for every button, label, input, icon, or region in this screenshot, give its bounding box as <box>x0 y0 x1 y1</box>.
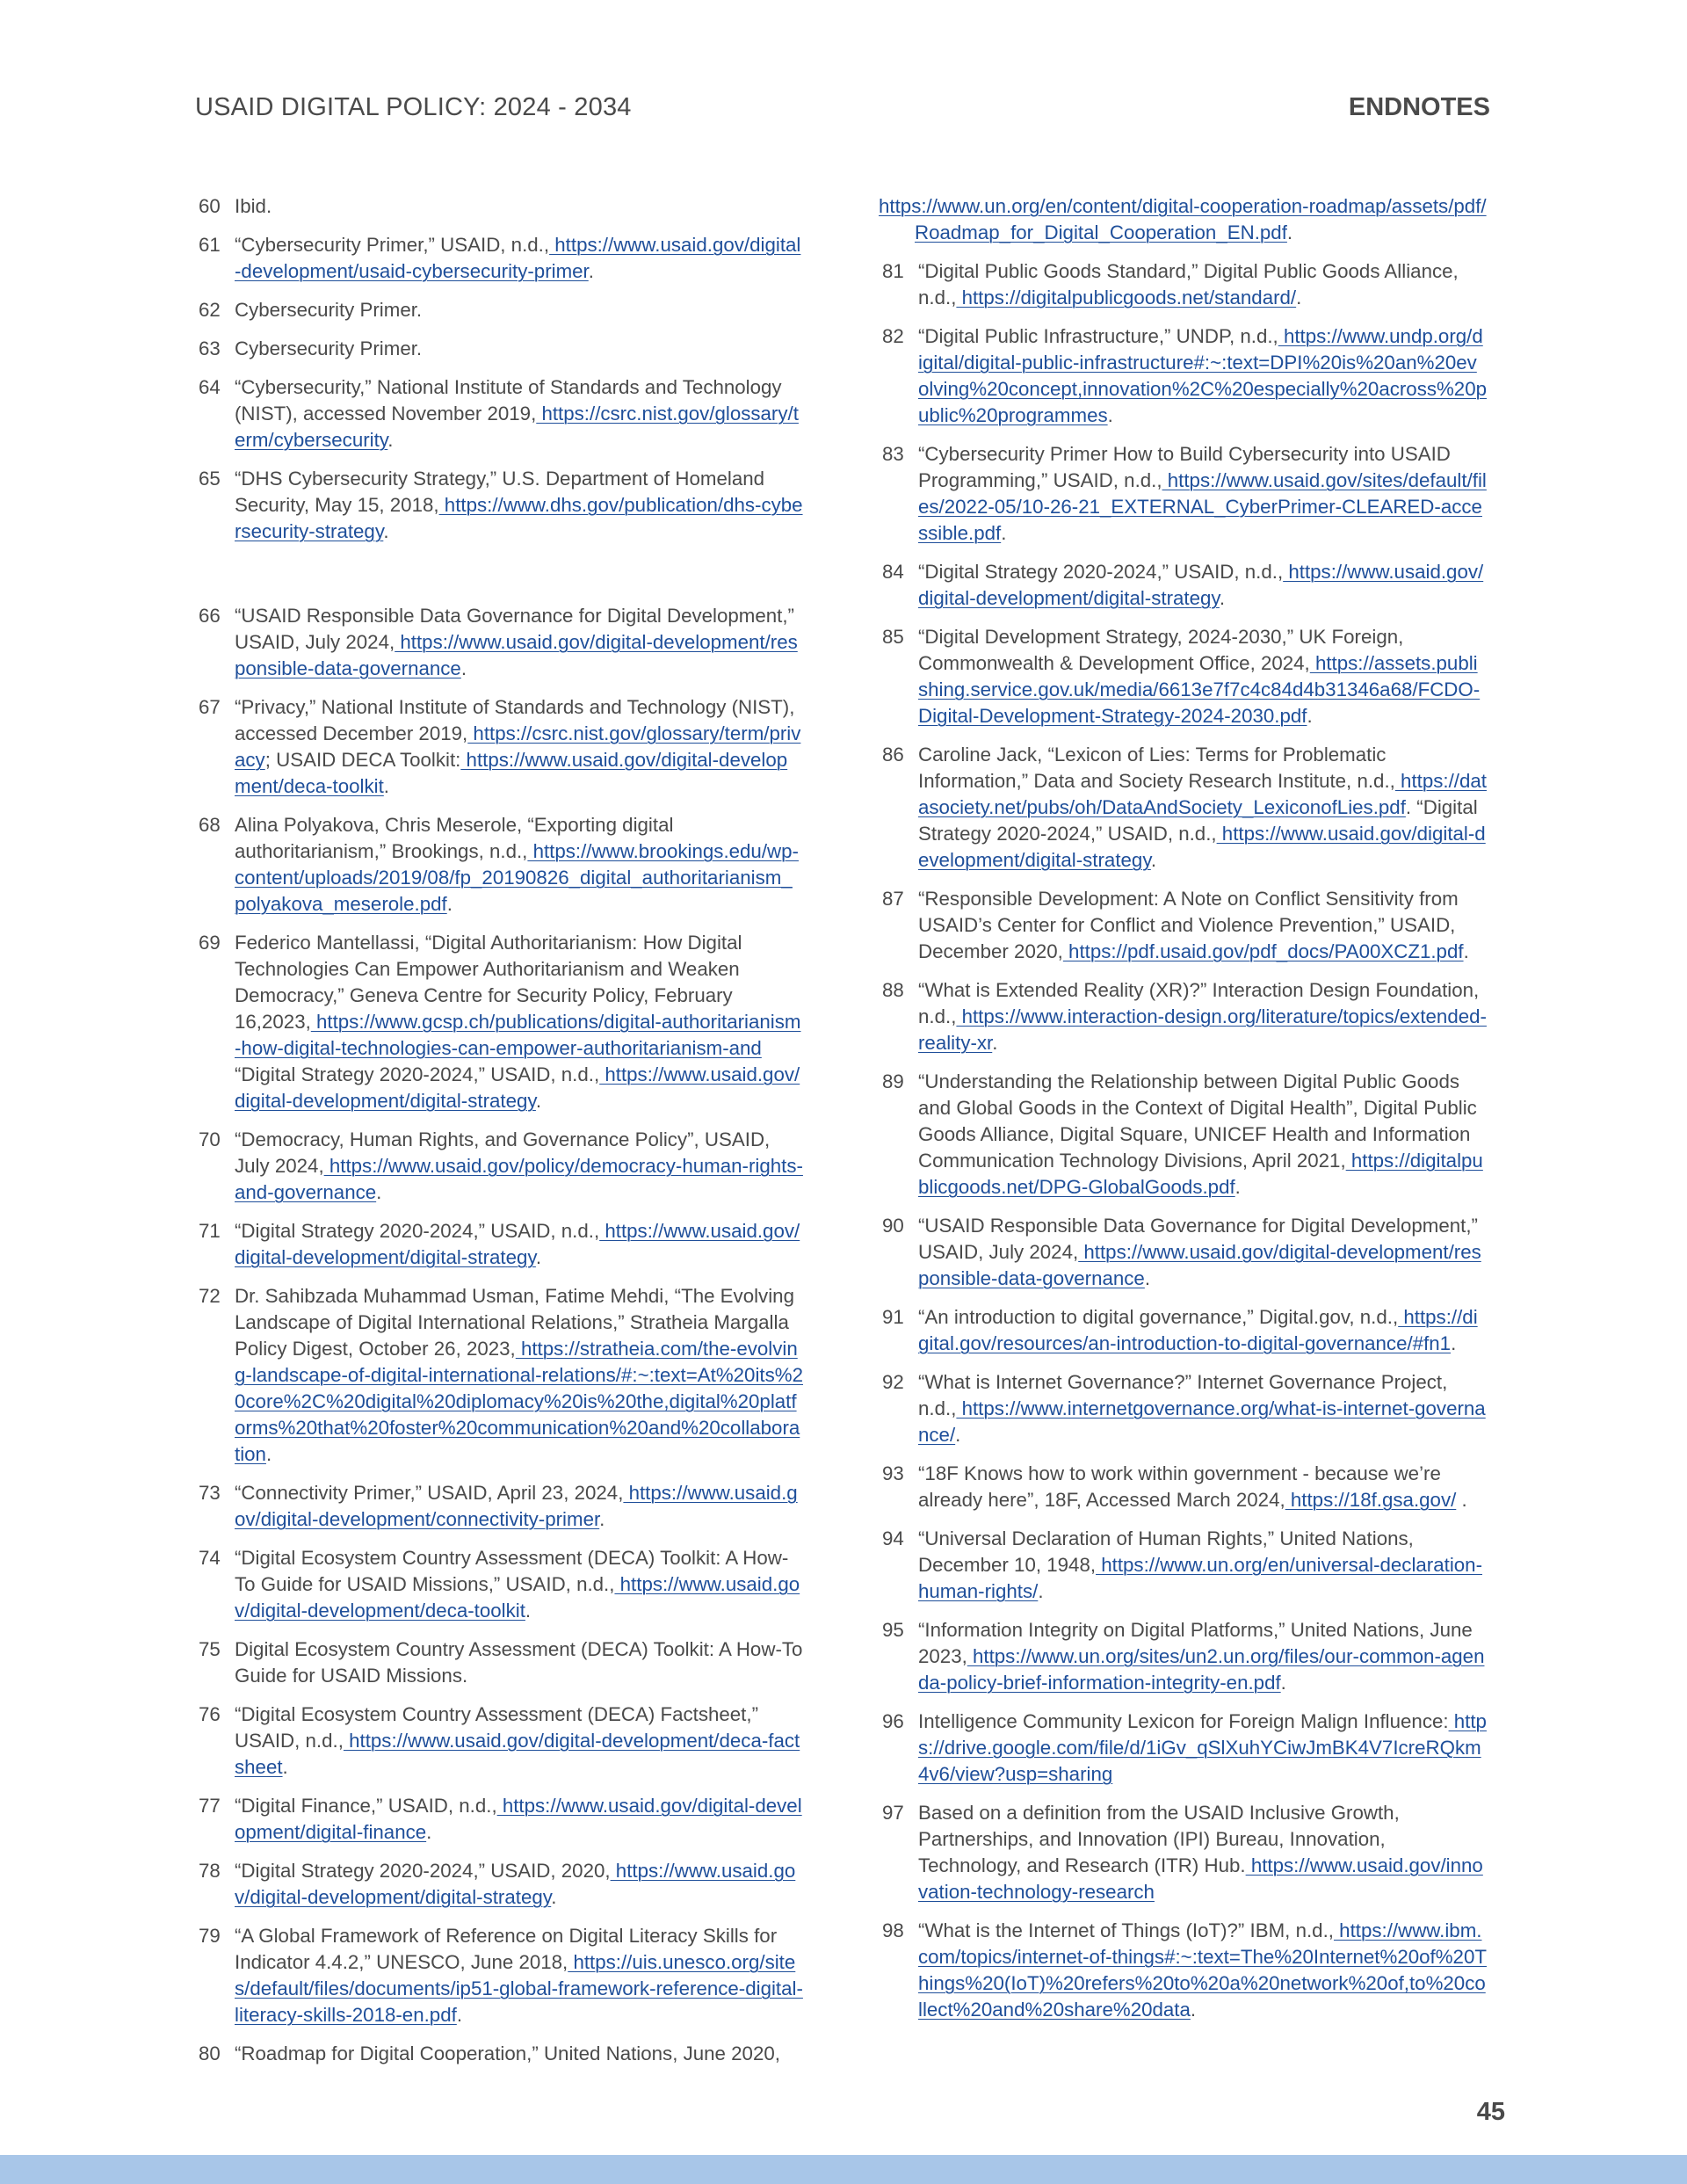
endnote-number: 84 <box>882 561 904 583</box>
endnote-text <box>918 1619 1484 1694</box>
endnote-number: 80 <box>199 2043 221 2064</box>
citation-link[interactable]: https://www.usaid.gov/digital-development/digital-strategy <box>235 1220 800 1268</box>
endnote-text <box>918 888 1469 962</box>
citation-link[interactable]: https://www.usaid.gov/digital-development/digital-finance <box>235 1795 802 1843</box>
endnote-text <box>235 2043 780 2064</box>
citation-text: “Digital Ecosystem Country Assessment (DECA) Toolkit: A How-To Guide for USAID Missions,” USAID, n.d., <box>235 1547 789 1595</box>
endnote-number: 87 <box>882 888 904 910</box>
citation-text: . <box>1001 522 1007 544</box>
endnote-number: 79 <box>199 1925 221 1947</box>
citation-text: “Digital Finance,” USAID, n.d., <box>235 1795 497 1817</box>
endnote-text <box>235 1285 803 1465</box>
citation-text: Cybersecurity Primer. <box>235 299 423 321</box>
citation-text: . “Digital Strategy 2020-2024,” USAID, n.d., <box>918 796 1478 845</box>
endnote-item <box>879 1709 1487 1788</box>
endnote-text <box>235 1860 795 1908</box>
endnote-number: 64 <box>199 376 221 398</box>
endnote-text <box>918 1371 1486 1446</box>
citation-text: . <box>456 2004 463 2026</box>
endnote-text <box>918 1802 1483 1903</box>
citation-text: . <box>535 1246 542 1268</box>
endnote-number: 81 <box>882 260 904 282</box>
endnote-item <box>879 886 1487 965</box>
endnote-item <box>879 1213 1487 1292</box>
endnote-item <box>195 1793 803 1846</box>
endnote-text <box>235 814 799 915</box>
endnote-text <box>235 1482 798 1530</box>
endnote-item <box>879 1526 1487 1605</box>
citation-link[interactable]: https://www.usaid.gov/digital-development/usaid-cybersecurity-primer <box>235 234 801 282</box>
endnote-item <box>195 1283 803 1468</box>
citation-text: “A Global Framework of Reference on Digital Literacy Skills for Indicator 4.4.2,” UNESCO, June 2018, <box>235 1925 778 1973</box>
citation-text: . <box>265 1443 272 1465</box>
endnote-item <box>195 374 803 453</box>
endnote-item <box>195 1923 803 2028</box>
citation-text: “Universal Declaration of Human Rights,” United Nations, December 10, 1948, <box>918 1527 1414 1576</box>
citation-link[interactable]: https://csrc.nist.gov/glossary/term/cybersecurity <box>235 403 799 451</box>
endnote-number: 71 <box>199 1220 221 1242</box>
citation-link[interactable]: https://www.ibm.com/topics/internet-of-things#:~:text=The%20Internet%20of%20Things%20(IoT)%20refers%20to%20a%20network%20of,to%20collect%20and%20share%20data <box>918 1919 1487 2021</box>
endnote-item <box>195 297 803 323</box>
endnote-number: 75 <box>199 1638 221 1660</box>
endnote-item <box>195 1636 803 1689</box>
citation-link[interactable]: https://www.usaid.gov/digital-development/responsible-data-governance <box>918 1241 1481 1289</box>
citation-link[interactable]: https://csrc.nist.gov/glossary/term/privacy <box>235 722 801 771</box>
page-header <box>195 93 1490 128</box>
endnote-item <box>195 1218 803 1271</box>
endnote-number: 97 <box>882 1802 904 1824</box>
endnote-text <box>918 561 1483 609</box>
endnote-number: 95 <box>882 1619 904 1641</box>
citation-text: . <box>376 1181 382 1203</box>
endnote-item <box>879 258 1487 311</box>
endnote-item <box>879 193 1487 246</box>
citation-link[interactable]: https://www.usaid.gov/digital-development/responsible-data-governance <box>235 631 798 679</box>
endnote-text <box>235 376 799 451</box>
citation-text: “Cybersecurity Primer How to Build Cybersecurity into USAID Programming,” USAID, n.d., <box>918 443 1451 491</box>
endnote-text <box>235 696 800 797</box>
endnote-number: 78 <box>199 1860 221 1882</box>
citation-text: . <box>1144 1267 1151 1289</box>
citation-link[interactable]: https://www.un.org/en/content/digital-cooperation-roadmap/assets/pdf/Roadmap_for_Digital_Cooperation_EN.pdf <box>879 195 1487 243</box>
citation-link[interactable]: https://www.brookings.edu/wp-content/uploads/2019/08/fp_20190826_digital_authoritarianism_polyakova_meserole.pdf <box>235 840 799 915</box>
page-number: 45 <box>1476 2098 1505 2126</box>
endnote-text <box>918 626 1480 727</box>
citation-link[interactable]: https://uis.unesco.org/sites/default/files/documents/ip51-global-framework-reference-digital-literacy-skills-2018-en.pdf <box>235 1951 803 2026</box>
endnote-number: 98 <box>882 1919 904 1941</box>
citation-text: “Information Integrity on Digital Platforms,” United Nations, June 2023, <box>918 1619 1473 1667</box>
endnote-item <box>879 624 1487 729</box>
endnote-number: 70 <box>199 1128 221 1150</box>
endnote-item <box>879 1069 1487 1201</box>
endnote-number: 66 <box>199 605 221 627</box>
citation-text: “Cybersecurity Primer,” USAID, n.d., <box>235 234 550 256</box>
footer-band <box>0 2155 1687 2184</box>
citation-link[interactable]: https://www.usaid.gov/digital-development/connectivity-primer <box>235 1482 798 1530</box>
citation-text: . <box>1451 1332 1457 1354</box>
endnote-text <box>235 1547 800 1622</box>
citation-text: “Digital Strategy 2020-2024,” USAID, n.d., <box>918 561 1284 583</box>
citation-text: . <box>955 1424 961 1446</box>
endnote-text <box>235 1795 802 1843</box>
endnote-item <box>879 559 1487 612</box>
citation-text: Based on a definition from the USAID Inclusive Growth, Partnerships, and Innovation (IPI) Bureau, Innovation, Technology, and Research (ITR) Hub. <box>918 1802 1400 1876</box>
citation-text: ; USAID DECA Toolkit: <box>264 749 461 771</box>
citation-text: . <box>383 520 389 542</box>
endnote-number: 62 <box>199 299 221 321</box>
endnote-number: 60 <box>199 195 221 217</box>
endnote-number: 68 <box>199 814 221 836</box>
endnote-item <box>879 742 1487 874</box>
endnote-item <box>195 603 803 682</box>
citation-text: . <box>426 1821 432 1843</box>
citation-text: Ibid. <box>235 195 272 217</box>
citation-text: . <box>1190 1999 1197 2021</box>
citation-link[interactable]: https://digitalpublicgoods.net/standard/ <box>956 287 1297 308</box>
endnote-item <box>879 1800 1487 1905</box>
endnote-number: 96 <box>882 1710 904 1732</box>
endnote-item <box>195 1545 803 1624</box>
endnote-text <box>918 1462 1467 1511</box>
citation-text: . <box>282 1756 288 1778</box>
citation-text: . <box>551 1886 557 1908</box>
citation-text: “Responsible Development: A Note on Conflict Sensitivity from USAID’s Center for Conflict and Violence Prevention,” USAID, December 2020, <box>918 888 1459 962</box>
citation-text: “What is the Internet of Things (IoT)?” IBM, n.d., <box>918 1919 1334 1941</box>
endnote-number: 76 <box>199 1703 221 1725</box>
citation-text: “18F Knows how to work within government - because we’re already here”, 18F, Accessed March 2024, <box>918 1462 1441 1511</box>
citation-text: “Connectivity Primer,” USAID, April 23, 2024, <box>235 1482 624 1504</box>
section-title: ENDNOTES <box>1348 93 1490 121</box>
endnote-text <box>879 193 1487 246</box>
endnote-item <box>879 1369 1487 1448</box>
endnote-number: 72 <box>199 1285 221 1307</box>
citation-text: . <box>1038 1580 1044 1602</box>
endnote-text <box>918 260 1459 308</box>
citation-text: “Digital Strategy 2020-2024,” USAID, 2020, <box>235 1860 611 1882</box>
column-gap <box>195 557 803 603</box>
citation-text: . <box>1286 221 1293 243</box>
endnote-text <box>235 1925 803 2026</box>
endnote-number: 74 <box>199 1547 221 1569</box>
citation-text: Digital Ecosystem Country Assessment (DECA) Toolkit: A How-To Guide for USAID Missions. <box>235 1638 803 1687</box>
citation-text: Caroline Jack, “Lexicon of Lies: Terms for Problematic Information,” Data and Society Research Institute, n.d., <box>918 744 1395 792</box>
citation-text: “What is Internet Governance?” Internet Governance Project, n.d., <box>918 1371 1448 1419</box>
citation-text: . <box>535 1090 542 1112</box>
citation-text: “What is Extended Reality (XR)?” Interaction Design Foundation, n.d., <box>918 979 1480 1027</box>
citation-link[interactable]: https://www.usaid.gov/digital-development/digital-strategy <box>918 561 1484 609</box>
endnote-number: 82 <box>882 325 904 347</box>
endnote-number: 65 <box>199 468 221 490</box>
endnote-text <box>918 1919 1487 2021</box>
citation-link[interactable]: https://www.un.org/en/universal-declaration-human-rights/ <box>918 1554 1483 1602</box>
endnote-item <box>195 1127 803 1206</box>
endnote-text <box>235 932 800 1112</box>
endnote-number: 61 <box>199 234 221 256</box>
endnote-item <box>195 232 803 285</box>
citation-text: “Digital Strategy 2020-2024,” USAID, n.d., <box>235 1220 600 1242</box>
endnote-number: 90 <box>882 1215 904 1237</box>
citation-text: . <box>1456 1489 1467 1511</box>
endnote-text <box>235 337 422 359</box>
citation-text: . <box>1234 1176 1241 1198</box>
endnote-number: 77 <box>199 1795 221 1817</box>
endnote-number: 86 <box>882 744 904 765</box>
citation-link[interactable]: https://www.gcsp.ch/publications/digital-authoritarianism-how-digital-technologies-can-empower-authoritarianism-and <box>235 1011 801 1059</box>
citation-text: . <box>1150 849 1157 871</box>
endnotes-left-column <box>195 193 803 2079</box>
citation-link[interactable]: https://www.interaction-design.org/literature/topics/extended-reality-xr <box>918 1005 1487 1054</box>
citation-text: “Democracy, Human Rights, and Governance Policy”, USAID, July 2024, <box>235 1128 771 1177</box>
endnote-item <box>195 336 803 362</box>
citation-link[interactable]: https://www.usaid.gov/digital-development/deca-toolkit <box>235 1573 800 1622</box>
endnote-text <box>235 1220 800 1268</box>
citation-link[interactable]: https://www.internetgovernance.org/what-is-internet-governance/ <box>918 1397 1486 1446</box>
endnote-text <box>235 605 798 679</box>
endnote-text <box>235 1128 803 1203</box>
endnote-item <box>195 2041 803 2067</box>
endnote-text <box>918 1306 1478 1354</box>
citation-link[interactable]: https://stratheia.com/the-evolving-landscape-of-digital-international-relations/#:~:text=At%20its%20core%2C%20digital%20diplomacy%20is%20the,digital%20platforms%20that%20foster%20communication%20and%20collaboration <box>235 1338 803 1465</box>
endnote-item <box>879 1461 1487 1513</box>
citation-link[interactable]: https://www.usaid.gov/sites/default/files/2022-05/10-26-21_EXTERNAL_CyberPrimer-CLEARED-accessible.pdf <box>918 469 1487 544</box>
citation-text: “Understanding the Relationship between Digital Public Goods and Global Goods in the Context of Digital Health”, Digital Public Goods Alliance, Digital Square, UNICEF Health and Information Communication Technology Divisions, April 2021, <box>918 1070 1477 1172</box>
endnote-text <box>918 1215 1481 1289</box>
endnote-item <box>879 441 1487 547</box>
endnote-text <box>918 443 1487 544</box>
citation-link[interactable]: https://www.usaid.gov/digital-development/digital-strategy <box>918 823 1486 871</box>
citation-link[interactable]: https://www.usaid.gov/digital-development/deca-toolkit <box>235 749 788 797</box>
citation-text: “Digital Strategy 2020-2024,” USAID, n.d., <box>235 1063 600 1085</box>
endnote-number: 63 <box>199 337 221 359</box>
endnotes-right-column <box>879 193 1487 2035</box>
citation-text: “USAID Responsible Data Governance for Digital Development,” USAID, July 2024, <box>235 605 794 653</box>
citation-text: “DHS Cybersecurity Strategy,” U.S. Department of Homeland Security, May 15, 2018, <box>235 468 765 516</box>
endnote-number: 89 <box>882 1070 904 1092</box>
citation-link[interactable]: https://www.dhs.gov/publication/dhs-cybersecurity-strategy <box>235 494 803 542</box>
endnote-text <box>918 1070 1483 1198</box>
citation-text: “Digital Public Infrastructure,” UNDP, n.d., <box>918 325 1278 347</box>
citation-link[interactable]: https://18f.gsa.gov/ <box>1285 1489 1457 1511</box>
endnote-text <box>918 325 1487 426</box>
citation-text: . <box>460 657 467 679</box>
citation-text: . <box>1107 404 1113 426</box>
citation-text: . <box>387 429 394 451</box>
citation-link[interactable]: https://digital.gov/resources/an-introduction-to-digital-governance/#fn1 <box>918 1306 1478 1354</box>
endnote-text <box>918 1527 1482 1602</box>
endnote-item <box>879 1918 1487 2023</box>
endnote-item <box>195 812 803 918</box>
citation-text: . <box>1296 287 1302 308</box>
endnote-item <box>879 977 1487 1056</box>
endnote-item <box>195 1701 803 1781</box>
endnote-number: 93 <box>882 1462 904 1484</box>
citation-text: . <box>588 260 594 282</box>
citation-text: . <box>1280 1672 1286 1694</box>
citation-link[interactable]: https://www.usaid.gov/digital-development/digital-strategy <box>235 1063 800 1112</box>
endnote-text <box>918 1710 1487 1785</box>
citation-text: “Roadmap for Digital Cooperation,” United Nations, June 2020, <box>235 2043 780 2064</box>
citation-text: “Digital Public Goods Standard,” Digital Public Goods Alliance, n.d., <box>918 260 1459 308</box>
citation-text: . <box>1463 940 1469 962</box>
citation-text: “USAID Responsible Data Governance for Digital Development,” USAID, July 2024, <box>918 1215 1478 1263</box>
citation-link[interactable]: https://www.usaid.gov/innovation-technology-research <box>918 1854 1483 1903</box>
endnote-text <box>235 299 422 321</box>
endnote-number: 94 <box>882 1527 904 1549</box>
citation-text: “Digital Ecosystem Country Assessment (DECA) Factsheet,” USAID, n.d., <box>235 1703 758 1752</box>
citation-text: Federico Mantellassi, “Digital Authoritarianism: How Digital Technologies Can Empower Authoritarianism and Weaken Democracy,” Geneva Centre for Security Policy, February 16,2023, <box>235 932 742 1033</box>
endnote-item <box>195 930 803 1114</box>
citation-text: . <box>599 1508 605 1530</box>
citation-text: Cybersecurity Primer. <box>235 337 423 359</box>
citation-link[interactable]: https://digitalpublicgoods.net/DPG-GlobalGoods.pdf <box>918 1150 1483 1198</box>
endnote-number: 73 <box>199 1482 221 1504</box>
citation-text: “Privacy,” National Institute of Standards and Technology (NIST), accessed December 2019, <box>235 696 795 744</box>
endnote-number: 69 <box>199 932 221 954</box>
endnote-item <box>879 1304 1487 1357</box>
citation-text: . <box>525 1600 532 1622</box>
citation-text: Alina Polyakova, Chris Meserole, “Exporting digital authoritarianism,” Brookings, n.d., <box>235 814 674 862</box>
endnote-number: 67 <box>199 696 221 718</box>
citation-text: Intelligence Community Lexicon for Foreign Malign Influence: <box>918 1710 1449 1732</box>
endnote-text <box>235 234 800 282</box>
citation-text: “An introduction to digital governance,” Digital.gov, n.d., <box>918 1306 1399 1328</box>
endnote-item <box>195 193 803 220</box>
endnote-item <box>195 466 803 545</box>
citation-link[interactable]: https://drive.google.com/file/d/1iGv_qSlXuhYCiwJmBK4V7IcreRQkm4v6/view?usp=sharing <box>918 1710 1487 1785</box>
citation-text: Dr. Sahibzada Muhammad Usman, Fatime Mehdi, “The Evolving Landscape of Digital International Relations,” Stratheia Margalla Policy Digest, October 26, 2023, <box>235 1285 794 1360</box>
endnote-item <box>195 1480 803 1533</box>
citation-link[interactable]: https://pdf.usaid.gov/pdf_docs/PA00XCZ1.pdf <box>1062 940 1464 962</box>
endnote-text <box>235 468 803 542</box>
endnote-text <box>918 979 1487 1054</box>
citation-text: . <box>1219 587 1226 609</box>
citation-text: “Digital Development Strategy, 2024-2030,” UK Foreign, Commonwealth & Development Office, 2024, <box>918 626 1404 674</box>
endnote-number: 83 <box>882 443 904 465</box>
endnote-item <box>879 323 1487 429</box>
endnote-text <box>235 195 272 217</box>
endnote-item <box>879 1617 1487 1696</box>
citation-link[interactable]: https://assets.publishing.service.gov.uk/media/6613e7f7c4c84d4b31346a68/FCDO-Digital-Development-Strategy-2024-2030.pdf <box>918 652 1481 727</box>
endnote-text <box>235 1638 802 1687</box>
citation-link[interactable]: https://www.undp.org/digital/digital-public-infrastructure#:~:text=DPI%20is%20an%20evolving%20concept,innovation%2C%20especially%20across%20public%20programmes <box>918 325 1488 426</box>
citation-link[interactable]: https://www.usaid.gov/digital-development/deca-factsheet <box>235 1730 800 1778</box>
citation-link[interactable]: https://www.usaid.gov/digital-development/digital-strategy <box>235 1860 796 1908</box>
citation-text: “Cybersecurity,” National Institute of Standards and Technology (NIST), accessed November 2019, <box>235 376 782 424</box>
document-title: USAID DIGITAL POLICY: 2024 - 2034 <box>195 93 632 121</box>
citation-text: . <box>383 775 389 797</box>
endnote-number: 91 <box>882 1306 904 1328</box>
endnote-number: 88 <box>882 979 904 1001</box>
endnote-number: 92 <box>882 1371 904 1393</box>
citation-link[interactable]: https://www.un.org/sites/un2.un.org/files/our-common-agenda-policy-brief-information-integrity-en.pdf <box>918 1645 1485 1694</box>
citation-text: . <box>1307 705 1313 727</box>
citation-link[interactable]: https://datasociety.net/pubs/oh/DataAndSociety_LexiconofLies.pdf <box>918 770 1487 818</box>
citation-text: . <box>992 1032 998 1054</box>
endnote-text <box>918 744 1487 871</box>
endnote-item <box>195 1858 803 1911</box>
endnote-text <box>235 1703 800 1778</box>
citation-text: . <box>446 893 453 915</box>
endnote-item <box>195 694 803 800</box>
citation-link[interactable]: https://www.usaid.gov/policy/democracy-human-rights-and-governance <box>235 1155 803 1203</box>
endnote-number: 85 <box>882 626 904 648</box>
